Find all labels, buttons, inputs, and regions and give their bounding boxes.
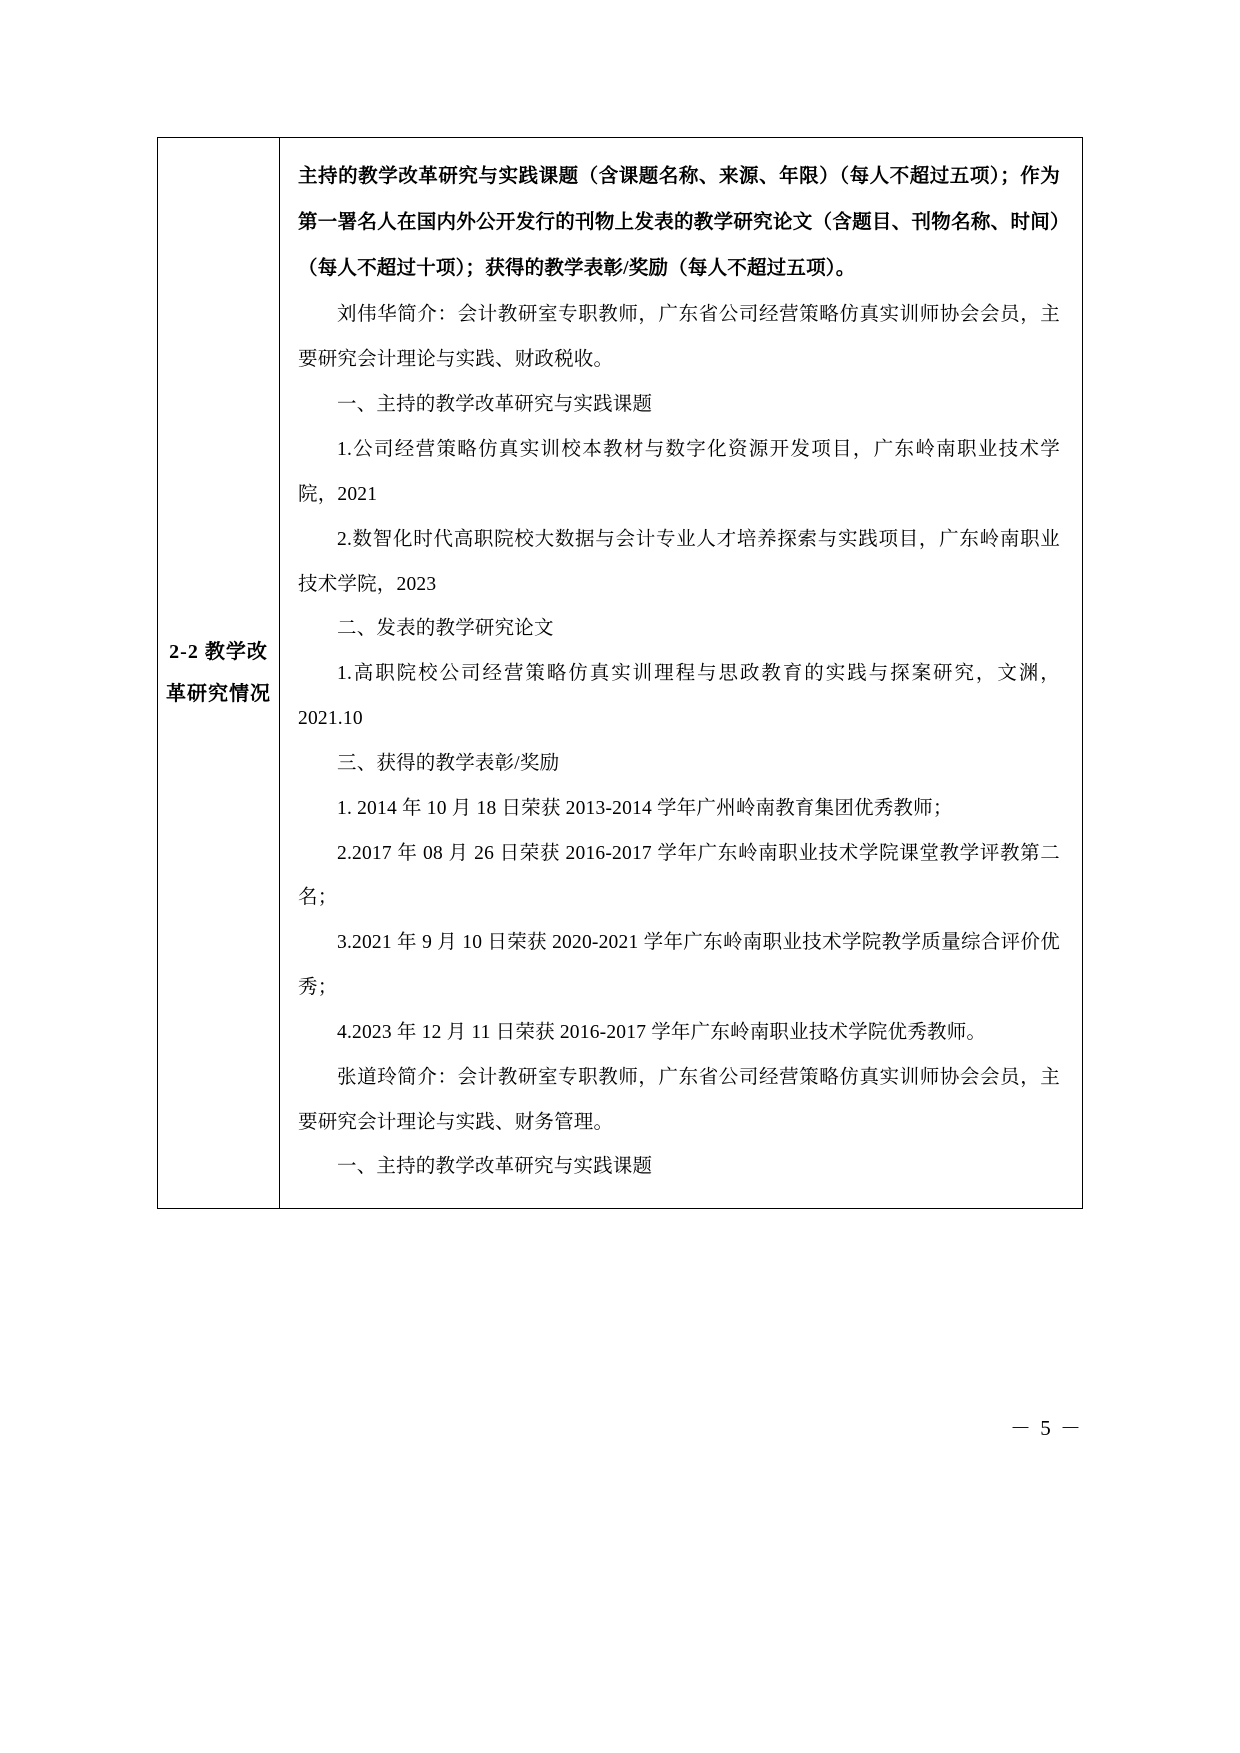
paragraph-10: 4.2023 年 12 月 11 日荣获 2016-2017 学年广东岭南职业技术学院优秀教师。 [337,1021,987,1043]
paragraph-1: 一、主持的教学改革研究与实践课题 [337,394,653,416]
table-row [158,138,1083,1209]
paragraph-7: 1. 2014 年 10 月 18 日荣获 2013-2014 学年广州岭南教育集团优秀教师； [337,797,953,819]
paragraph-8: 2.2017 年 08 月 26 日荣获 2016-2017 学年广东岭南职业技术学院课堂教学评教第二名； [298,842,1060,909]
form-table [157,137,1083,1209]
paragraph-0: 刘伟华简介：会计教研室专职教师，广东省公司经营策略仿真实训师协会会员，主要研究会计理论与实践、财政税收。 [298,304,1060,371]
row-content-cell [280,138,1083,1209]
section-heading: 主持的教学改革研究与实践课题（含课题名称、来源、年限）（每人不超过五项）；作为第一署名人在国内外公开发行的刊物上发表的教学研究论文（含题目、刊物名称、时间）（每人不超过十项）；获得的教学表彰/奖励（每人不超过五项）。 [298,166,1060,279]
paragraph-12: 一、主持的教学改革研究与实践课题 [337,1156,653,1178]
paragraph-5: 1.高职院校公司经营策略仿真实训理程与思政教育的实践与探案研究，文渊，2021.10 [298,663,1060,730]
row-label-cell: 2-2 教学改革研究情况 [158,138,280,1209]
paragraph-3: 2.数智化时代高职院校大数据与会计专业人才培养探索与实践项目，广东岭南职业技术学院，2023 [298,528,1060,595]
paragraph-6: 三、获得的教学表彰/奖励 [337,752,560,774]
paragraph-2: 1.公司经营策略仿真实训校本教材与数字化资源开发项目，广东岭南职业技术学院，2021 [298,438,1060,505]
paragraph-9: 3.2021 年 9 月 10 日荣获 2020-2021 学年广东岭南职业技术学院教学质量综合评价优秀； [298,932,1060,999]
paragraph-4: 二、发表的教学研究论文 [337,618,554,640]
paragraph-11: 张道玲简介：会计教研室专职教师，广东省公司经营策略仿真实训师协会会员，主要研究会计理论与实践、财务管理。 [298,1066,1060,1133]
page-number: － 5 － [1010,1416,1083,1440]
